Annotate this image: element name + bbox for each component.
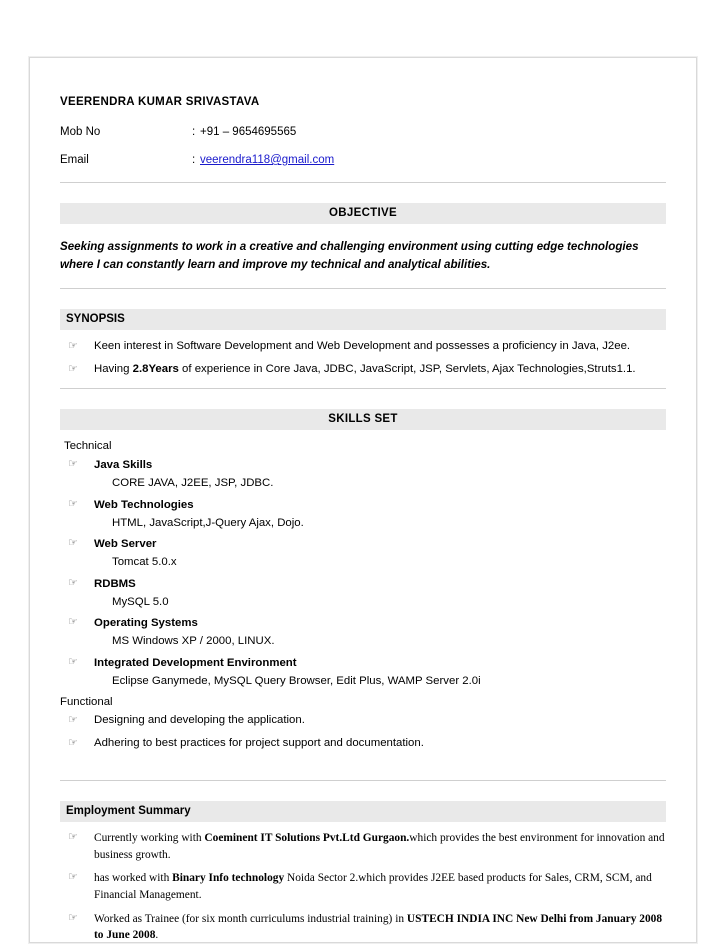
employment-list [60, 830, 666, 943]
divider [60, 288, 666, 289]
list-item-text [94, 911, 666, 944]
skill-title: Web Technologies [94, 498, 194, 511]
contact-separator: : [192, 154, 196, 166]
skill-detail: Tomcat 5.0.x [112, 556, 177, 569]
contact-separator: : [192, 126, 196, 138]
list-item-text [94, 338, 666, 355]
candidate-name: VEERENDRA KUMAR SRIVASTAVA [60, 96, 260, 108]
skills-technical-label: Technical [64, 440, 112, 453]
list-item [60, 712, 666, 729]
list-item [60, 575, 666, 612]
resume-page [29, 57, 697, 943]
skills-list [60, 456, 666, 690]
contact-value-email [200, 154, 334, 166]
pointing-hand-icon: ☞ [68, 537, 78, 550]
section-heading-synopsis: SYNOPSIS [60, 309, 666, 330]
text-pre: Currently working with [94, 832, 205, 845]
contact-label-mobile: Mob No [60, 126, 101, 138]
divider [60, 780, 666, 781]
list-item [60, 614, 666, 651]
pointing-hand-icon: ☞ [68, 655, 78, 668]
skill-head [60, 654, 666, 672]
list-item [60, 361, 666, 378]
pointing-hand-icon: ☞ [68, 616, 78, 629]
text-pre: Having [94, 363, 133, 376]
contact-row-email [60, 154, 666, 166]
list-item-text [94, 361, 666, 378]
text-bold: Binary Info technology [172, 872, 285, 885]
divider [60, 388, 666, 389]
list-item-text: Adhering to best practices for project support and documentation. [94, 737, 424, 750]
text-post: of experience in Core Java, JDBC, JavaScript, JSP, Servlets, Ajax Technologies,Struts1.1. [178, 363, 636, 376]
skill-head [60, 575, 666, 593]
skill-detail: MS Windows XP / 2000, LINUX. [112, 635, 275, 648]
objective-text: Seeking assignments to work in a creative and challenging environment using cutting edge technologies where I can constantly learn and improve my technical and analytical abilities. [60, 240, 639, 271]
pointing-hand-icon: ☞ [68, 714, 78, 727]
pointing-hand-icon: ☞ [68, 576, 78, 589]
skill-title: Integrated Development Environment [94, 656, 297, 669]
text-post: Noida Sector 2.which provides J2EE based products for Sales, CRM, SCM, and Financial Management. [94, 872, 652, 901]
pointing-hand-icon: ☞ [68, 339, 78, 352]
list-item [60, 338, 666, 355]
synopsis-list [60, 338, 666, 378]
pointing-hand-icon: ☞ [68, 497, 78, 510]
text-pre: Keen interest in Software Development and Web Development and possesses a proficiency in Java, J2ee. [94, 339, 631, 352]
list-item-text [94, 870, 666, 903]
skill-detail: HTML, JavaScript,J-Query Ajax, Dojo. [112, 516, 304, 529]
pointing-hand-icon: ☞ [68, 831, 78, 844]
pointing-hand-icon: ☞ [68, 363, 78, 376]
text-pre: has worked with [94, 872, 173, 885]
text-post: . [155, 929, 159, 942]
list-item [60, 535, 666, 572]
section-heading-skills: SKILLS SET [60, 409, 666, 430]
text-bold: Coeminent IT Solutions Pvt.Ltd Gurgaon. [204, 832, 410, 845]
section-heading-employment: Employment Summary [60, 801, 666, 822]
skill-head [60, 456, 666, 474]
skill-detail: MySQL 5.0 [112, 595, 169, 608]
contact-row-mobile [60, 126, 666, 138]
skill-title: Java Skills [94, 459, 153, 472]
list-item [60, 456, 666, 493]
skill-head [60, 496, 666, 514]
text-bold: 2.8Years [132, 363, 179, 376]
text-post: which provides the best environment for innovation and business growth. [94, 832, 665, 861]
contact-value-mobile: +91 – 9654695565 [200, 126, 297, 138]
section-heading-objective: OBJECTIVE [60, 203, 666, 224]
list-item [60, 735, 666, 752]
skill-head [60, 535, 666, 553]
resume-content [30, 58, 696, 944]
list-item [60, 496, 666, 533]
skill-detail: CORE JAVA, J2EE, JSP, JDBC. [112, 477, 274, 490]
skill-head [60, 614, 666, 632]
divider [60, 182, 666, 183]
pointing-hand-icon: ☞ [68, 911, 78, 924]
skill-title: Operating Systems [94, 617, 198, 630]
skill-title: RDBMS [94, 577, 136, 590]
text-pre: Worked as Trainee (for six month curriculums industrial training) in [94, 912, 407, 925]
list-item [60, 911, 666, 944]
skills-functional-label: Functional [60, 696, 113, 709]
pointing-hand-icon: ☞ [68, 737, 78, 750]
list-item-text [94, 830, 666, 863]
list-item [60, 654, 666, 691]
email-link[interactable]: veerendra118@gmail.com [200, 154, 335, 166]
list-item [60, 830, 666, 863]
list-item-text: Designing and developing the application. [94, 714, 305, 727]
contact-label-email: Email [60, 154, 89, 166]
text-bold: USTECH INDIA INC New Delhi from January 2008 to June 2008 [94, 912, 663, 942]
list-item [60, 870, 666, 903]
pointing-hand-icon: ☞ [68, 458, 78, 471]
skill-detail: Eclipse Ganymede, MySQL Query Browser, Edit Plus, WAMP Server 2.0i [112, 674, 481, 687]
skill-title: Web Server [94, 538, 157, 551]
functional-list [60, 712, 666, 752]
pointing-hand-icon: ☞ [68, 871, 78, 884]
